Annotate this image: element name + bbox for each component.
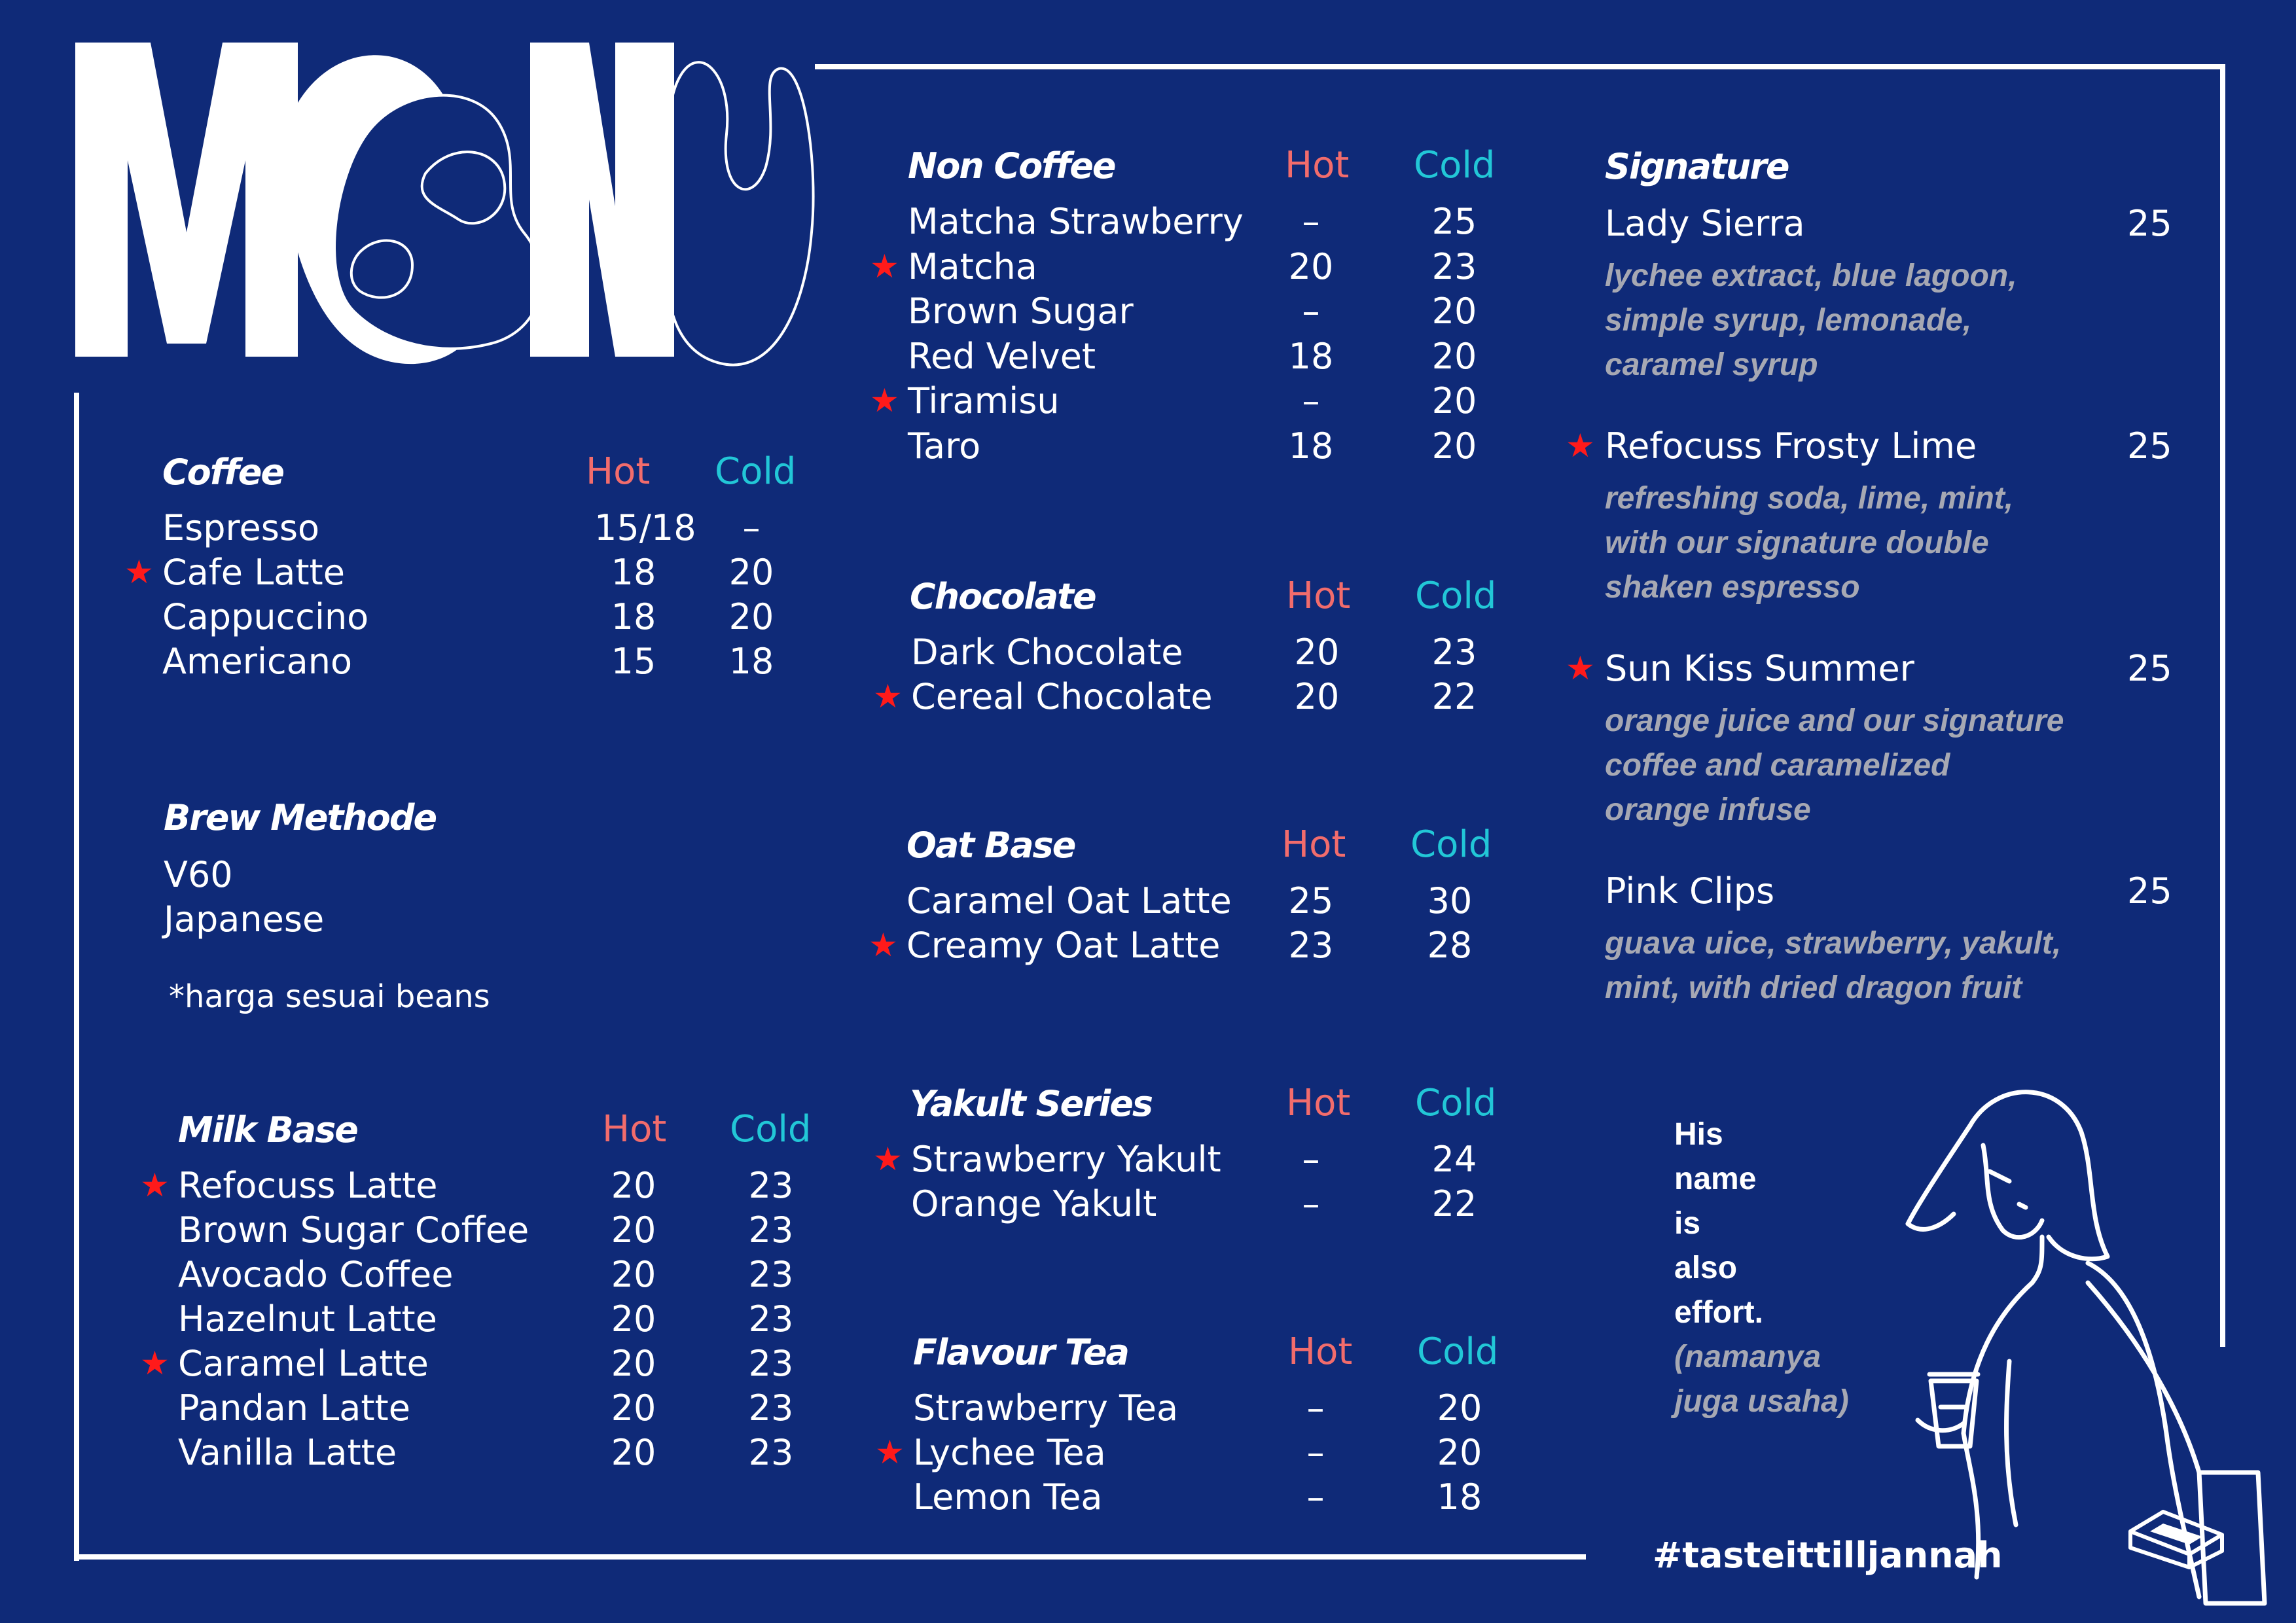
coffee-item-cold-price: – <box>742 507 761 548</box>
description-line: coffee and caramelized <box>1605 748 1950 783</box>
noncoffee-item-cold-price: 23 <box>1431 245 1477 287</box>
brand-box-logo <box>2124 1499 2229 1571</box>
noncoffee-cold-label: Cold <box>1414 144 1496 187</box>
milk-item-cold-price: 23 <box>748 1432 794 1473</box>
milk-item-name: Avocado Coffee <box>178 1254 454 1295</box>
tea-item-name: Strawberry Tea <box>913 1387 1179 1429</box>
milk-item-name: Pandan Latte <box>178 1387 410 1429</box>
frame-top-line <box>815 64 2225 69</box>
oat-item-name: Caramel Oat Latte <box>906 880 1232 921</box>
description-line: simple syrup, lemonade, <box>1605 303 1972 338</box>
signature-item-price: 25 <box>2127 425 2172 467</box>
noncoffee-hot-label: Hot <box>1285 144 1350 187</box>
description-line: orange infuse <box>1605 793 1811 827</box>
coffee-item-name: Cafe Latte <box>162 552 345 593</box>
chocolate-item-cold-price: 23 <box>1431 632 1477 673</box>
coffee-item-name: Espresso <box>162 507 320 548</box>
quote-line: His <box>1674 1117 1723 1152</box>
noncoffee-heading: Non Coffee <box>908 145 1115 187</box>
oat-item-name: Creamy Oat Latte <box>906 925 1221 966</box>
hashtag-text: #tasteittilljannah <box>1653 1535 2003 1576</box>
milk-item-name: Vanilla Latte <box>178 1432 397 1473</box>
milk-item-hot-price: 20 <box>611 1209 656 1251</box>
coffee-item-name: Cappuccino <box>162 596 369 637</box>
milk-item-cold-price: 23 <box>748 1343 794 1384</box>
tea-hot-label: Hot <box>1288 1330 1353 1373</box>
description-line: with our signature double <box>1605 526 1989 560</box>
oat-item-cold-price: 30 <box>1427 880 1473 921</box>
favorite-star-icon: ★ <box>1566 427 1595 465</box>
quote-line: name <box>1674 1162 1757 1196</box>
quote-line: is <box>1674 1206 1701 1241</box>
tea-item-hot-price: – <box>1306 1476 1325 1518</box>
signature-item-name: Sun Kiss Summer <box>1605 648 1914 689</box>
description-line: orange juice and our signature <box>1605 704 2064 738</box>
tea-item-name: Lemon Tea <box>913 1476 1103 1518</box>
chocolate-item-hot-price: 20 <box>1294 632 1340 673</box>
noncoffee-item-hot-price: – <box>1302 380 1320 421</box>
tea-item-name: Lychee Tea <box>913 1432 1106 1473</box>
oat-hot-label: Hot <box>1282 823 1346 866</box>
milk-item-cold-price: 23 <box>748 1209 794 1251</box>
noncoffee-item-name: Taro <box>908 425 981 467</box>
coffee-item-hot-price: 18 <box>611 596 656 637</box>
chocolate-item-cold-price: 22 <box>1431 676 1477 717</box>
signature-item-name: Lady Sierra <box>1605 203 1805 244</box>
coffee-item-hot-price: 18 <box>611 552 656 593</box>
noncoffee-item-cold-price: 20 <box>1431 335 1477 377</box>
tea-heading: Flavour Tea <box>913 1332 1128 1373</box>
milk-item-name: Brown Sugar Coffee <box>178 1209 529 1251</box>
brew-heading: Brew Methode <box>164 797 437 838</box>
favorite-star-icon: ★ <box>875 1433 905 1471</box>
quote-translation-line: (namanya <box>1674 1340 1821 1374</box>
coffee-item-cold-price: 18 <box>728 641 774 682</box>
quote-text <box>1674 1113 1849 1424</box>
milk-item-hot-price: 20 <box>611 1343 656 1384</box>
noncoffee-item-hot-price: 18 <box>1288 425 1334 467</box>
brew-item-japanese: Japanese <box>164 899 325 940</box>
yakult-item-name: Orange Yakult <box>911 1183 1157 1224</box>
yakult-item-name: Strawberry Yakult <box>911 1139 1221 1180</box>
brew-item-v60: V60 <box>164 854 233 895</box>
yakult-item-hot-price: – <box>1302 1139 1320 1180</box>
quote-line: also <box>1674 1251 1738 1285</box>
coffee-item-cold-price: 20 <box>728 596 774 637</box>
chocolate-heading: Chocolate <box>910 576 1096 617</box>
signature-heading: Signature <box>1605 146 1789 187</box>
oat-item-hot-price: 23 <box>1288 925 1334 966</box>
yakult-heading: Yakult Series <box>910 1083 1153 1124</box>
noncoffee-item-cold-price: 20 <box>1431 380 1477 421</box>
noncoffee-item-cold-price: 20 <box>1431 291 1477 332</box>
signature-item-description <box>1605 921 2061 1010</box>
oat-item-hot-price: 25 <box>1288 880 1334 921</box>
favorite-star-icon: ★ <box>869 926 898 964</box>
milk-hot-label: Hot <box>602 1108 667 1150</box>
signature-item-price: 25 <box>2127 203 2172 244</box>
milk-item-hot-price: 20 <box>611 1165 656 1206</box>
milk-cold-label: Cold <box>730 1108 812 1150</box>
yakult-hot-label: Hot <box>1286 1082 1351 1124</box>
menu-logo <box>72 36 818 376</box>
milk-item-hot-price: 20 <box>611 1298 656 1340</box>
milk-item-cold-price: 23 <box>748 1387 794 1429</box>
description-line: refreshing soda, lime, mint, <box>1605 481 2014 516</box>
noncoffee-item-hot-price: 20 <box>1288 245 1334 287</box>
coffee-item-cold-price: 20 <box>728 552 774 593</box>
brew-note: *harga sesuai beans <box>169 978 490 1015</box>
milk-item-hot-price: 20 <box>611 1254 656 1295</box>
description-line: shaken espresso <box>1605 570 1860 605</box>
noncoffee-item-cold-price: 20 <box>1431 425 1477 467</box>
noncoffee-item-hot-price: 18 <box>1288 335 1334 377</box>
favorite-star-icon: ★ <box>870 382 899 419</box>
tea-cold-label: Cold <box>1417 1330 1499 1373</box>
noncoffee-item-hot-price: – <box>1302 201 1320 242</box>
yakult-item-hot-price: – <box>1302 1183 1320 1224</box>
noncoffee-item-hot-price: – <box>1302 291 1320 332</box>
description-line: guava uice, strawberry, yakult, <box>1605 926 2062 961</box>
frame-bottom-line <box>74 1554 1586 1560</box>
yakult-item-cold-price: 22 <box>1431 1183 1477 1224</box>
frame-left-line <box>74 393 79 1561</box>
noncoffee-item-name: Red Velvet <box>908 335 1096 377</box>
noncoffee-item-name: Brown Sugar <box>908 291 1134 332</box>
chocolate-item-name: Cereal Chocolate <box>911 676 1213 717</box>
yakult-cold-label: Cold <box>1415 1082 1497 1124</box>
yakult-item-cold-price: 24 <box>1431 1139 1477 1180</box>
oat-item-cold-price: 28 <box>1427 925 1473 966</box>
chocolate-item-name: Dark Chocolate <box>911 632 1183 673</box>
description-line: mint, with dried dragon fruit <box>1605 971 2022 1005</box>
coffee-item-hot-price: 15 <box>611 641 656 682</box>
signature-item-description <box>1605 254 2017 387</box>
coffee-item-hot-price: 15/18 <box>594 507 696 548</box>
noncoffee-item-cold-price: 25 <box>1431 201 1477 242</box>
noncoffee-item-name: Matcha <box>908 245 1037 287</box>
quote-line: effort. <box>1674 1295 1763 1330</box>
description-line: caramel syrup <box>1605 348 1818 382</box>
signature-item-description <box>1605 699 2064 832</box>
milk-item-cold-price: 23 <box>748 1254 794 1295</box>
signature-item-price: 25 <box>2127 870 2172 912</box>
favorite-star-icon: ★ <box>870 247 899 285</box>
signature-item-name: Refocuss Frosty Lime <box>1605 425 1977 467</box>
chocolate-item-hot-price: 20 <box>1294 676 1340 717</box>
noncoffee-item-name: Tiramisu <box>908 380 1060 421</box>
favorite-star-icon: ★ <box>873 677 903 715</box>
chocolate-hot-label: Hot <box>1286 575 1351 617</box>
oat-heading: Oat Base <box>906 825 1075 866</box>
favorite-star-icon: ★ <box>1566 649 1595 687</box>
tea-item-hot-price: – <box>1306 1387 1325 1429</box>
milk-item-name: Caramel Latte <box>178 1343 429 1384</box>
oat-cold-label: Cold <box>1410 823 1492 866</box>
favorite-star-icon: ★ <box>124 553 154 591</box>
tea-item-cold-price: 18 <box>1437 1476 1482 1518</box>
milk-item-hot-price: 20 <box>611 1432 656 1473</box>
milk-item-cold-price: 23 <box>748 1298 794 1340</box>
tea-item-hot-price: – <box>1306 1432 1325 1473</box>
coffee-heading: Coffee <box>162 452 283 493</box>
favorite-star-icon: ★ <box>140 1344 170 1382</box>
favorite-star-icon: ★ <box>873 1140 903 1178</box>
tea-item-cold-price: 20 <box>1437 1432 1482 1473</box>
coffee-hot-label: Hot <box>586 450 651 493</box>
milk-item-hot-price: 20 <box>611 1387 656 1429</box>
milk-item-cold-price: 23 <box>748 1165 794 1206</box>
signature-item-description <box>1605 476 2013 610</box>
milk-item-name: Refocuss Latte <box>178 1165 438 1206</box>
tea-item-cold-price: 20 <box>1437 1387 1482 1429</box>
description-line: lychee extract, blue lagoon, <box>1605 259 2017 293</box>
signature-item-name: Pink Clips <box>1605 870 1775 912</box>
chocolate-cold-label: Cold <box>1415 575 1497 617</box>
quote-translation-line: juga usaha) <box>1674 1384 1849 1419</box>
coffee-cold-label: Cold <box>715 450 797 493</box>
milk-item-name: Hazelnut Latte <box>178 1298 437 1340</box>
milk-heading: Milk Base <box>178 1109 357 1150</box>
coffee-item-name: Americano <box>162 641 353 682</box>
favorite-star-icon: ★ <box>140 1166 170 1204</box>
signature-item-price: 25 <box>2127 648 2172 689</box>
noncoffee-item-name: Matcha Strawberry <box>908 201 1244 242</box>
